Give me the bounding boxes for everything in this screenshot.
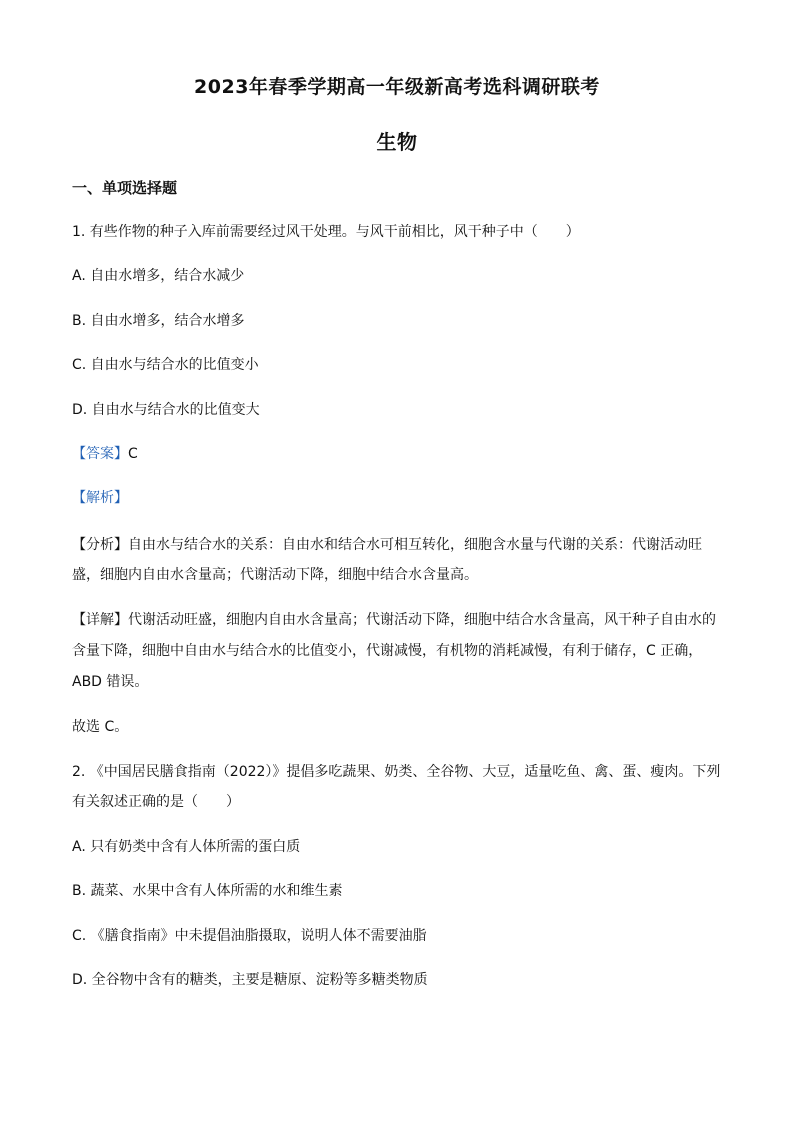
analysis-tag <box>72 488 722 508</box>
q2-option-a: A. 只有奶类中含有人体所需的蛋白质 <box>72 839 301 855</box>
xiangjie-line-3: ABD 错误。 <box>72 674 149 690</box>
xiangjie-line-2: 含量下降，细胞中自由水与结合水的比值变小，代谢减慢，有机物的消耗减慢，有利于储存，C 正确， <box>72 643 703 659</box>
fenxi-line-1 <box>72 535 722 555</box>
xiangjie-text-1: 代谢活动旺盛，细胞内自由水含量高；代谢活动下降，细胞中结合水含量高，风干种子自由水的 <box>128 612 716 628</box>
q2-option-b: B. 蔬菜、水果中含有人体所需的水和维生素 <box>72 883 343 899</box>
q2-option-d: D. 全谷物中含有的糖类，主要是糖原、淀粉等多糖类物质 <box>72 972 428 988</box>
exam-title: 2023年春季学期高一年级新高考选科调研联考 <box>194 76 600 98</box>
q1-stem: 1. 有些作物的种子入库前需要经过风干处理。与风干前相比，风干种子中（ ） <box>72 224 580 240</box>
xiangjie-line-1 <box>72 610 722 630</box>
section-heading: 一、单项选择题 <box>72 179 178 197</box>
q2-option-c: C. 《膳食指南》中未提倡油脂摄取，说明人体不需要油脂 <box>72 928 427 944</box>
q1-option-d: D. 自由水与结合水的比值变大 <box>72 402 260 418</box>
q1-answer <box>72 444 722 464</box>
answer-tag: 【答案】 <box>72 446 128 462</box>
q2-stem-line-1: 2. 《中国居民膳食指南（2022）》提倡多吃蔬果、奶类、全谷物、大豆，适量吃鱼、禽、蛋、瘦肉。下列 <box>72 764 721 780</box>
q1-option-a: A. 自由水增多，结合水减少 <box>72 268 245 284</box>
q1-option-c: C. 自由水与结合水的比值变小 <box>72 357 259 373</box>
fenxi-text-1: 自由水与结合水的关系：自由水和结合水可相互转化，细胞含水量与代谢的关系：代谢活动旺 <box>128 537 702 553</box>
answer-value: C <box>128 446 138 462</box>
analysis-label: 【解析】 <box>72 490 128 506</box>
fenxi-tag: 【分析】 <box>72 537 128 553</box>
q1-option-b: B. 自由水增多，结合水增多 <box>72 313 245 329</box>
subject-title: 生物 <box>376 130 418 154</box>
xiangjie-tag: 【详解】 <box>72 612 128 628</box>
q1-conclusion: 故选 C。 <box>72 719 129 735</box>
fenxi-line-2: 盛，细胞内自由水含量高；代谢活动下降，细胞中结合水含量高。 <box>72 567 478 583</box>
q2-stem-line-2: 有关叙述正确的是（ ） <box>72 794 240 810</box>
